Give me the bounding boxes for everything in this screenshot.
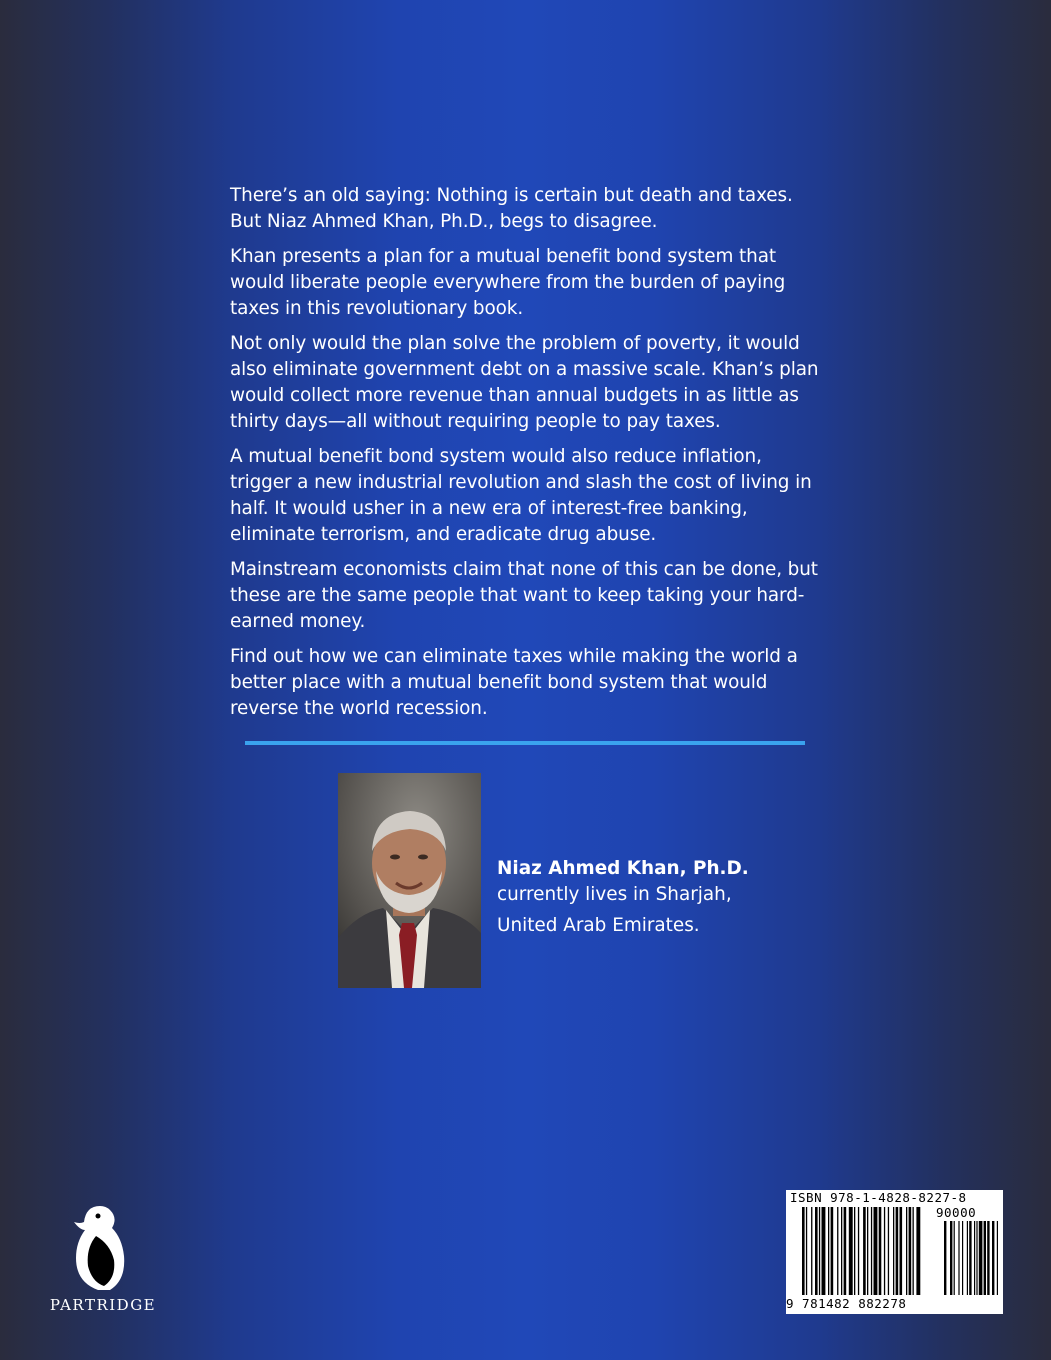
blurb-paragraph-5: Mainstream economists claim that none of this can be done, but these are the same people that want to keep taking your hard-earned money. <box>230 559 818 632</box>
blurb-paragraph-3: Not only would the plan solve the problem of poverty, it would also eliminate government debt on a massive scale. Khan’s plan would collect more revenue than annual budgets in as little as thirty days—all without requiring people to pay taxes. <box>230 333 819 432</box>
author-bio <box>497 856 817 939</box>
blurb-paragraph-2: Khan presents a plan for a mutual benefit bond system that would liberate people everywhere from the burden of paying taxes in this revolutionary book. <box>230 246 786 319</box>
author-bio-line-2: United Arab Emirates. <box>497 915 700 936</box>
barcode-digits: 9 781482 882278 <box>786 1296 907 1311</box>
partridge-bird-icon <box>40 1198 165 1298</box>
isbn-barcode <box>786 1190 1003 1314</box>
back-cover-blurb <box>230 183 820 731</box>
barcode-bars <box>802 1207 1002 1299</box>
blurb-paragraph-1: There’s an old saying: Nothing is certain but death and taxes. But Niaz Ahmed Khan, Ph.D., begs to disagree. <box>230 185 793 232</box>
author-bio-line-1: currently lives in Sharjah, <box>497 884 732 905</box>
publisher-name: PARTRIDGE <box>49 1296 157 1314</box>
author-portrait-image <box>338 773 481 988</box>
isbn-number: ISBN 978-1-4828-8227-8 <box>790 1190 967 1205</box>
blurb-paragraph-4: A mutual benefit bond system would also reduce inflation, trigger a new industrial revolution and slash the cost of living in half. It would usher in a new era of interest-free banking, eliminate terrorism, and eradicate drug abuse. <box>230 446 812 545</box>
author-photo <box>338 773 481 988</box>
blurb-paragraph-6: Find out how we can eliminate taxes while making the world a better place with a mutual benefit bond system that would reverse the world recession. <box>230 646 798 719</box>
divider-rule <box>245 741 805 745</box>
price-code: 90000 <box>936 1205 977 1220</box>
author-name: Niaz Ahmed Khan, Ph.D. <box>497 858 749 879</box>
